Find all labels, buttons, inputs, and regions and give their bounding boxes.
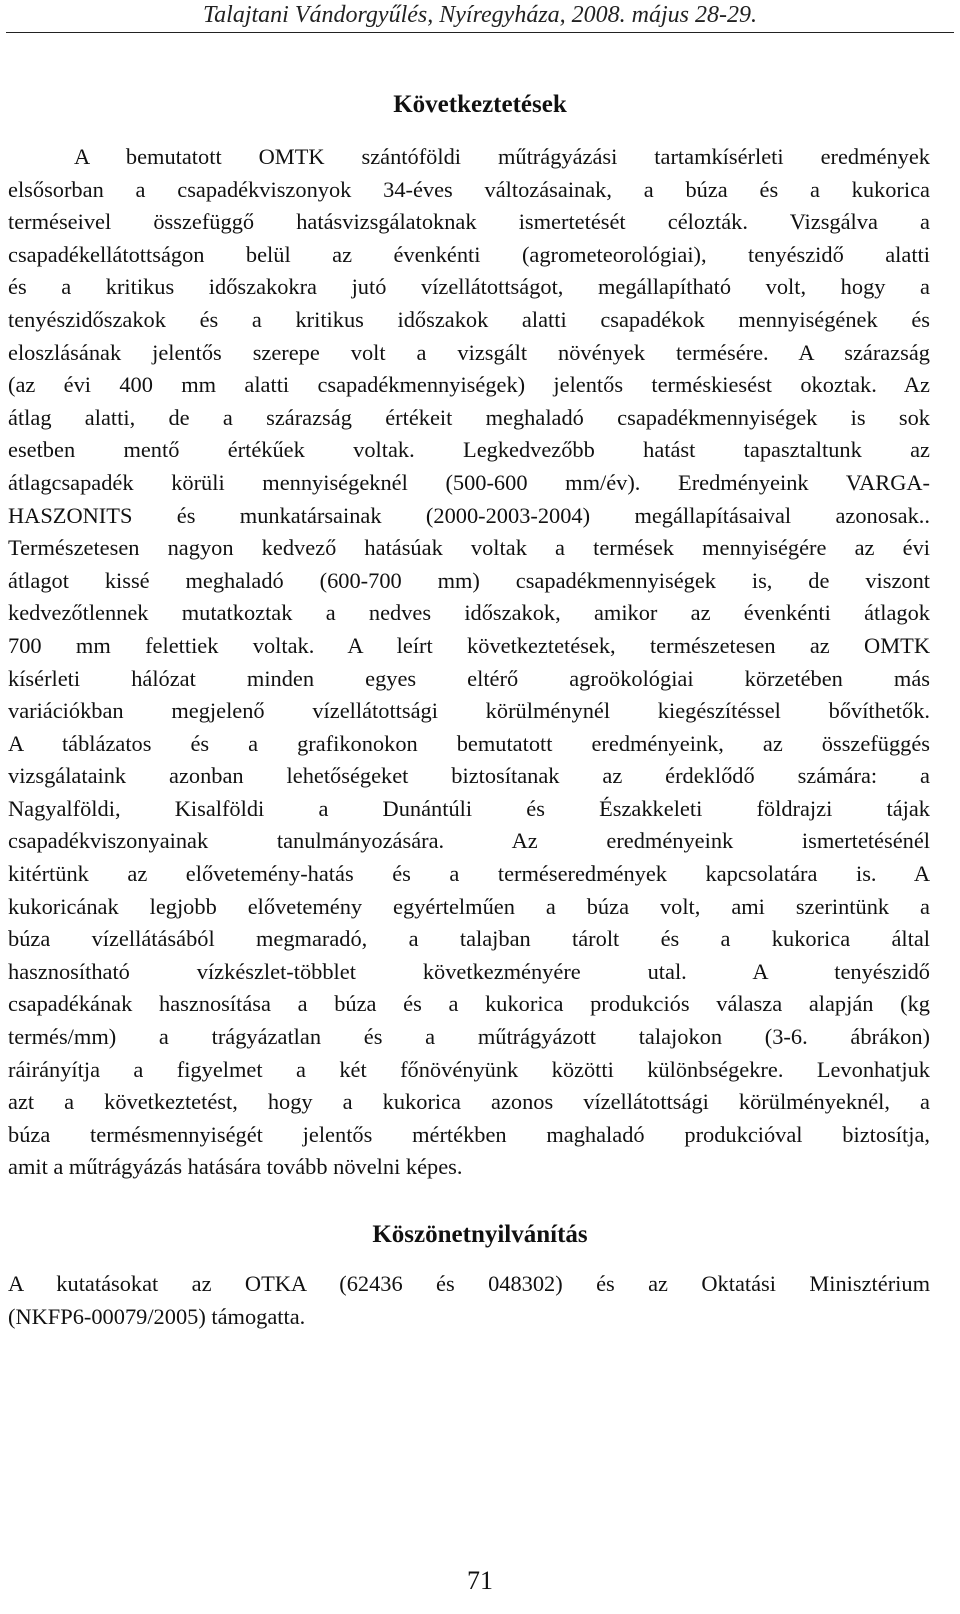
- text-line: esetben mentő értékűek voltak. Legkedvezőbb hatást tapasztaltunk az: [8, 437, 930, 463]
- text-line: csapadékellátottságon belül az évenkénti (agrometeorológiai), tenyészidő alatti: [8, 241, 930, 267]
- text-line: átlagot kissé meghaladó (600-700 mm) csapadékmennyiségek is, de viszont: [8, 567, 930, 593]
- text-line: A táblázatos és a grafikonokon bemutatott eredményeink, az összefüggés: [8, 730, 930, 756]
- text-line: ráirányítja a figyelmet a két főnövényünk közötti különbségekre. Levonhatjuk: [8, 1056, 930, 1082]
- text-line: azt a következtetést, hogy a kukorica azonos vízellátottsági körülményeknél, a: [8, 1089, 930, 1115]
- text-line: búza termésmennyiségét jelentős mértékben maghaladó produkcióval biztosítja,: [8, 1121, 930, 1147]
- text-line: búza vízellátásából megmaradó, a talajban tárolt és a kukorica által: [8, 926, 930, 952]
- page-number: 71: [467, 1566, 493, 1595]
- text-line: (NKFP6-00079/2005) támogatta.: [8, 1303, 306, 1329]
- text-line: A kutatásokat az OTKA (62436 és 048302) és az Oktatási Minisztérium: [8, 1271, 930, 1296]
- text-line: tenyészidőszakok és a kritikus időszakok alatti csapadékok mennyiségének és: [8, 306, 930, 332]
- text-line: hasznosítható vízkészlet-többlet következményére utal. A tenyészidő: [8, 958, 930, 984]
- text-line: 700 mm felettiek voltak. A leírt következtetések, természetesen az OMTK: [8, 632, 930, 658]
- text-line: kedvezőtlennek mutatkoztak a nedves időszakok, amikor az évenkénti átlagok: [8, 600, 930, 626]
- conclusions-heading: Következtetések: [393, 91, 567, 118]
- acknowledgements-paragraph: [8, 1268, 930, 1333]
- text-line: és a kritikus időszakokra jutó vízellátottságot, megállapítható volt, hogy a: [8, 274, 930, 300]
- text-line: variációkban megjelenő vízellátottsági körülménynél kiegészítéssel bővíthetők.: [8, 698, 930, 724]
- text-line: elsősorban a csapadékviszonyok 34-éves változásainak, a búza és a kukorica: [8, 176, 930, 202]
- text-line: kísérleti hálózat minden egyes eltérő agroökológiai körzetében más: [8, 665, 930, 691]
- text-line: termés/mm) a trágyázatlan és a műtrágyázott talajokon (3-6. ábrákon): [8, 1024, 930, 1050]
- text-line: csapadékviszonyainak tanulmányozására. Az eredményeink ismertetésénél: [8, 828, 930, 854]
- text-line: kitértünk az elővetemény-hatás és a terméseredmények kapcsolatára is. A: [8, 861, 930, 887]
- text-line: Nagyalföldi, Kisalföldi a Dunántúli és Északkeleti földrajzi tájak: [8, 795, 930, 821]
- text-line: amit a műtrágyázás hatására tovább növelni képes.: [8, 1154, 463, 1180]
- text-line: terméseivel összefüggő hatásvizsgálatoknak ismertetését célozták. Vizsgálva a: [8, 209, 930, 235]
- text-line: eloszlásának jelentős szerepe volt a vizsgált növények termésére. A szárazság: [8, 339, 930, 365]
- text-line: csapadékának hasznosítása a búza és a kukorica produkciós válasza alapján (kg: [8, 991, 930, 1017]
- text-line: (az évi 400 mm alatti csapadékmennyiségek) jelentős terméskiesést okoztak. Az: [8, 372, 930, 398]
- header-rule: [6, 32, 954, 33]
- acknowledgements-heading: Köszönetnyilvánítás: [372, 1221, 588, 1248]
- text-line: vizsgálataink azonban lehetőségeket biztosítanak az érdeklődő számára: a: [8, 763, 930, 789]
- text-line: átlagcsapadék körüli mennyiségeknél (500-600 mm/év). Eredményeink VARGA-: [8, 469, 930, 495]
- text-line: kukoricának legjobb elővetemény egyértelműen a búza volt, ami szerintünk a: [8, 893, 930, 919]
- conclusions-paragraph: [8, 141, 930, 1184]
- text-line: átlag alatti, de a szárazság értékeit meghaladó csapadékmennyiségek is sok: [8, 404, 930, 430]
- text-line: A bemutatott OMTK szántóföldi műtrágyázási tartamkísérleti eredmények: [74, 144, 930, 169]
- text-line: Természetesen nagyon kedvező hatásúak voltak a termések mennyiségére az évi: [8, 535, 930, 561]
- running-header: Talajtani Vándorgyűlés, Nyíregyháza, 2008. május 28-29.: [203, 2, 757, 28]
- text-line: HASZONITS és munkatársainak (2000-2003-2004) megállapításaival azonosak..: [8, 502, 930, 528]
